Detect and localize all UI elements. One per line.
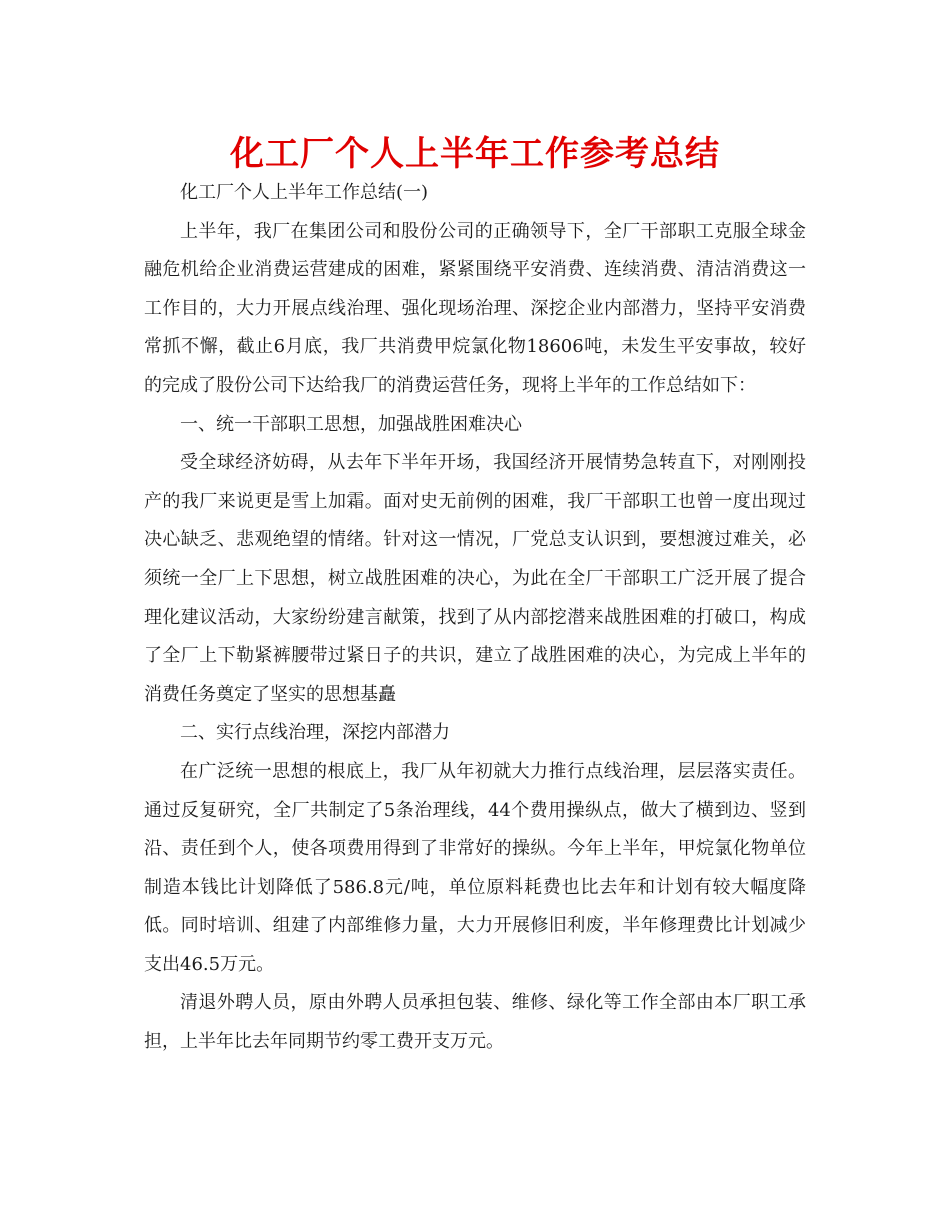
paragraph-section-2: 在广泛统一思想的根底上，我厂从年初就大力推行点线治理，层层落实责任。通过反复研究，全厂共制定了5条治理线，44个费用操纵点，做大了横到边、竖到沿、责任到个人，使各项费用得到了非常好的操纵。今年上半年，甲烷氯化物单位制造本钱比计划降低了586.8元/吨，单位原料耗费也比去年和计划有较大幅度降低。同时培训、组建了内部维修力量，大力开展修旧利废，半年修理费比计划减少支出46.5万元。 (144, 760, 806, 975)
paragraph-subtitle: 化工厂个人上半年工作总结(一) (180, 182, 429, 203)
document-body (144, 174, 806, 1062)
paragraph-section-2b: 清退外聘人员，原由外聘人员承担包装、维修、绿化等工作全部由本厂职工承担，上半年比去年同期节约零工费开支万元。 (144, 992, 806, 1053)
section-heading-1: 一、统一干部职工思想，加强战胜困难决心 (180, 413, 522, 435)
section-heading-2: 二、实行点线治理，深挖内部潜力 (180, 722, 450, 744)
paragraph-section-1: 受全球经济妨碍，从去年下半年开场，我国经济开展情势急转直下，对刚刚投产的我厂来说更是雪上加霜。面对史无前例的困难，我厂干部职工也曾一度出现过决心缺乏、悲观绝望的情绪。针对这一情况，厂党总支认识到，要想渡过难关，必须统一全厂上下思想，树立战胜困难的决心，为此在全厂干部职工广泛开展了提合理化建议活动，大家纷纷建言献策，找到了从内部挖潜来战胜困难的打破口，构成了全厂上下勒紧裤腰带过紧日子的共识，建立了战胜困难的决心，为完成上半年的消费任务奠定了坚实的思想基矗 (144, 452, 806, 705)
document-title: 化工厂个人上半年工作参考总结 (230, 134, 720, 174)
paragraph-intro: 上半年，我厂在集团公司和股份公司的正确领导下，全厂干部职工克服全球金融危机给企业消费运营建成的困难，紧紧围绕平安消费、连续消费、清洁消费这一工作目的，大力开展点线治理、强化现场治理、深挖企业内部潜力，坚持平安消费常抓不懈，截止6月底，我厂共消费甲烷氯化物18606吨，未发生平安事故，较好的完成了股份公司下达给我厂的消费运营任务，现将上半年的工作总结如下： (144, 220, 806, 396)
